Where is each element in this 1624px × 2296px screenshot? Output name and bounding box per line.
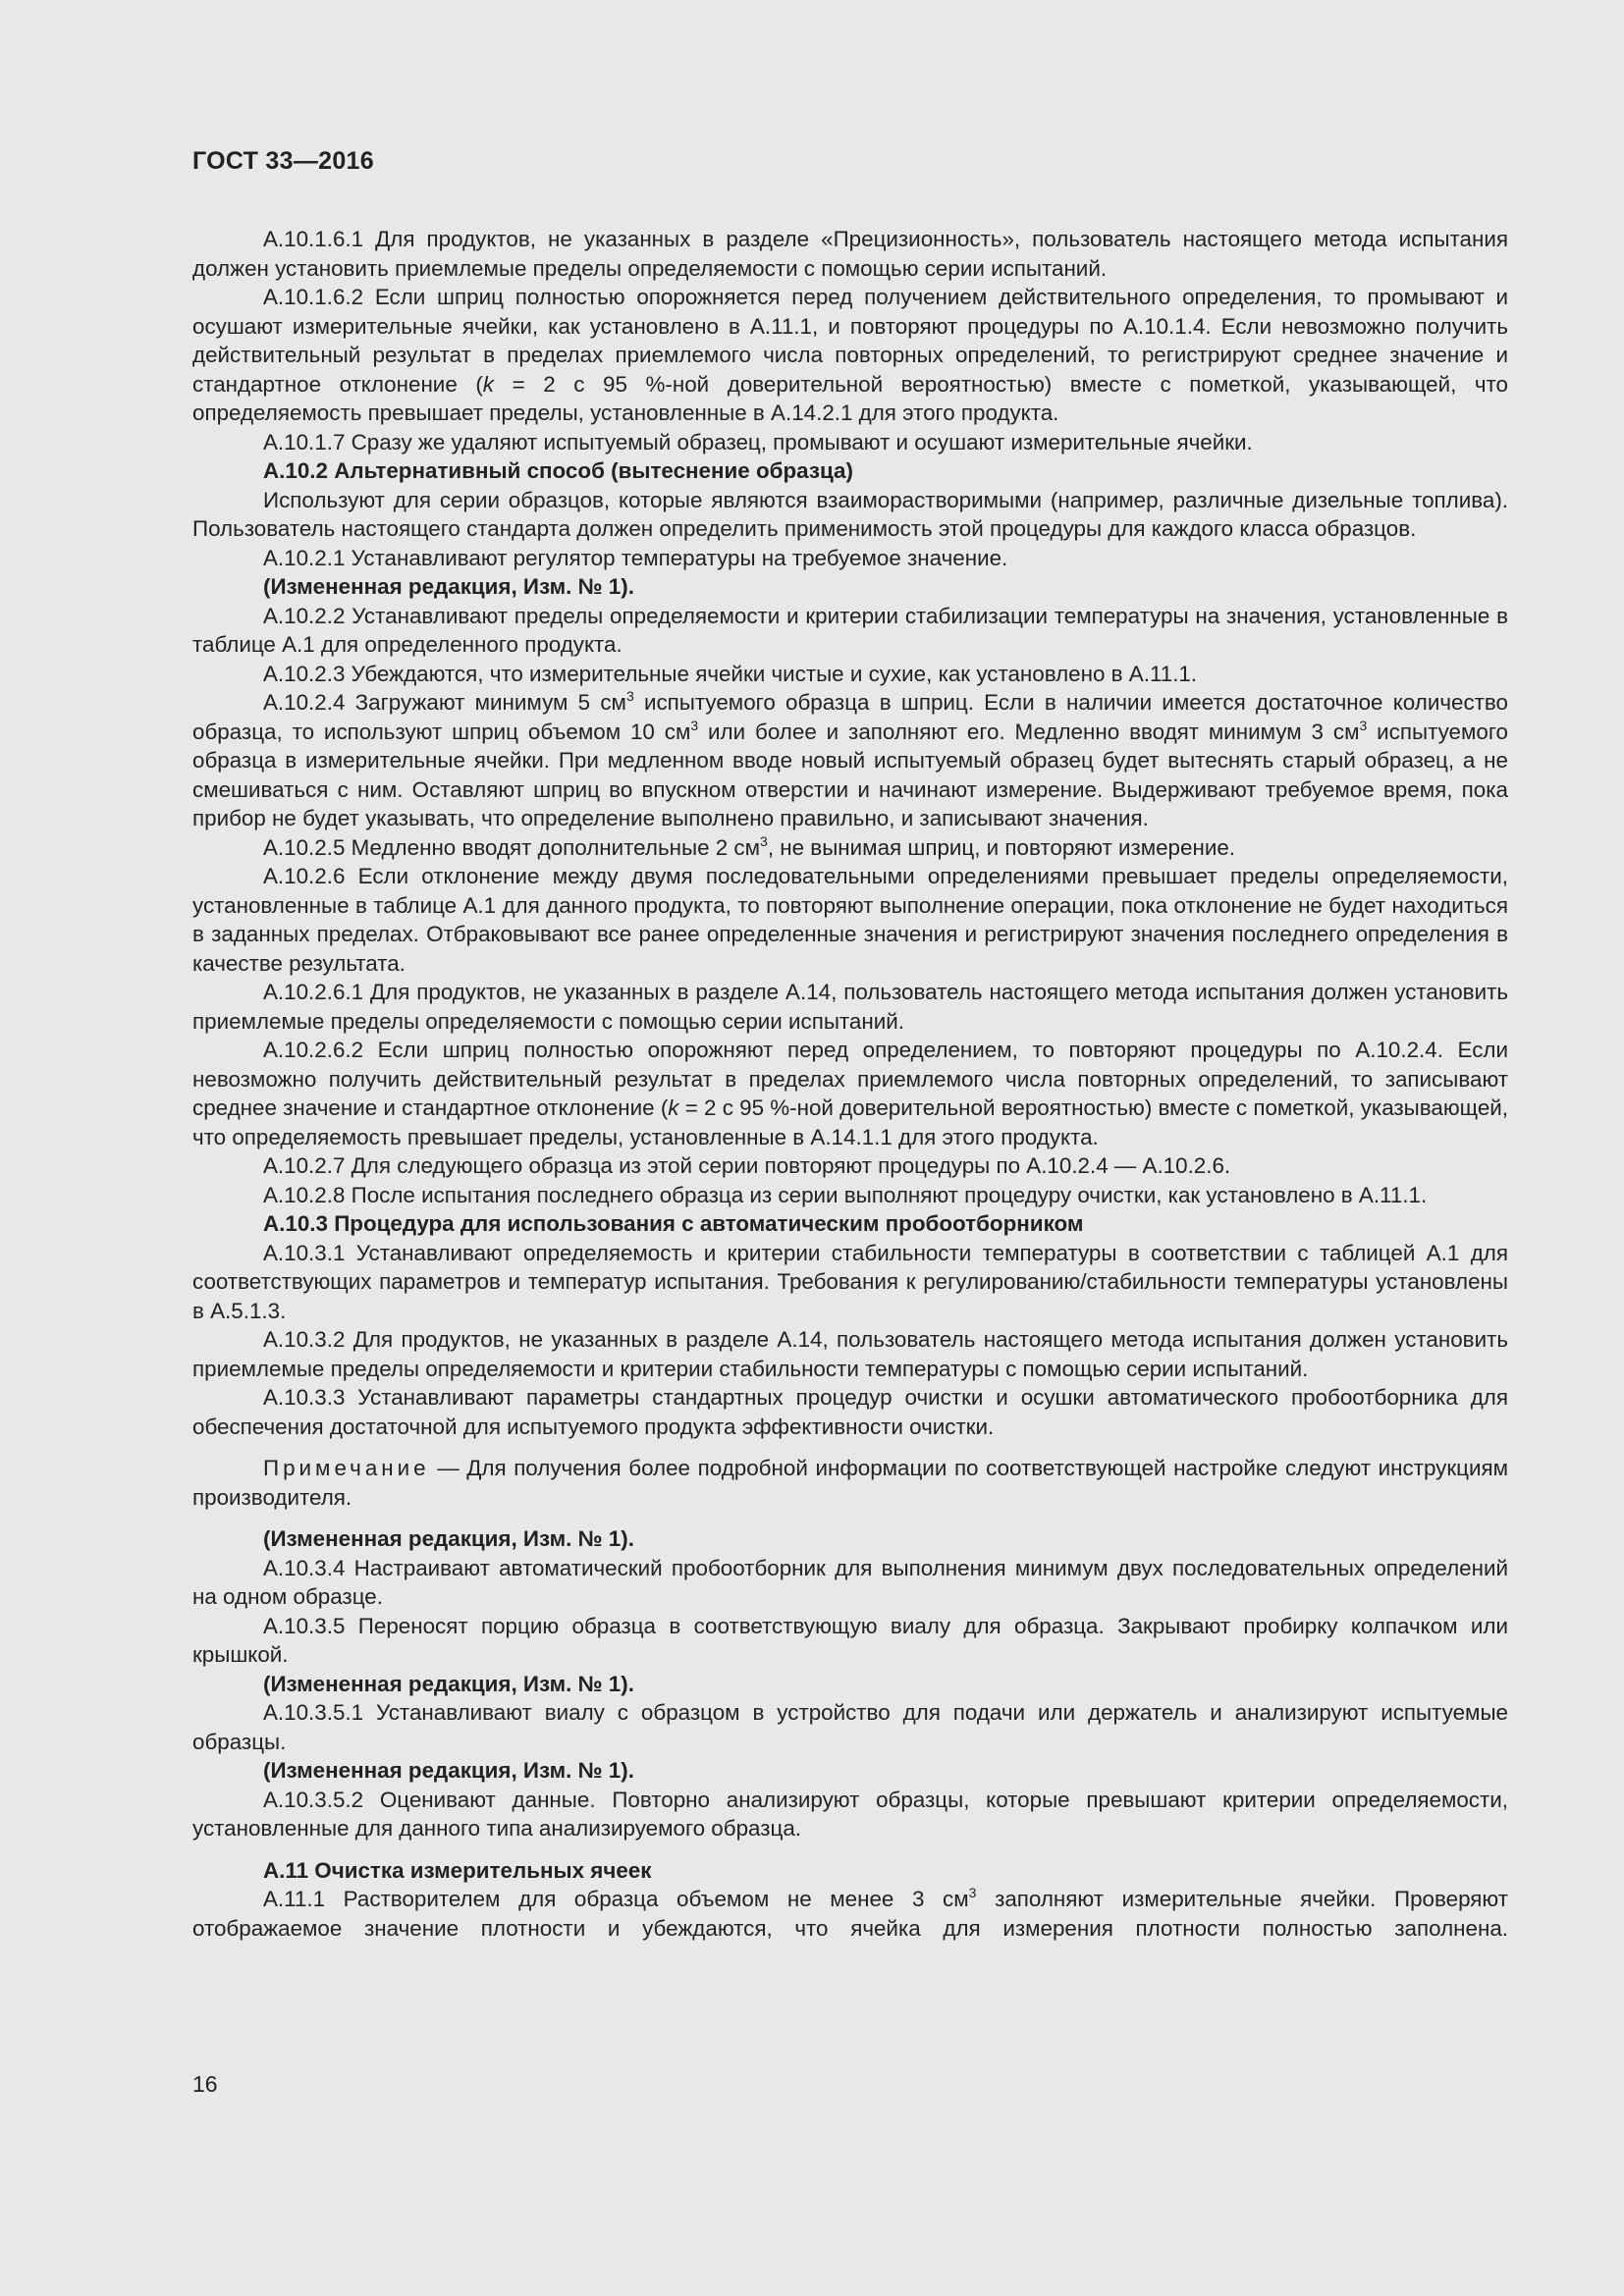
document-body: [192, 225, 1508, 1943]
body-paragraph: А.10.2.7 Для следующего образца из этой серии повторяют процедуры по А.10.2.4 — А.10.2.6.: [263, 1153, 1231, 1178]
body-paragraph: А.10.3.4 Настраивают автоматический пробоотборник для выполнения минимум двух последовательных определений на одном образце.: [192, 1555, 1508, 1609]
body-part-1: [192, 225, 1508, 1441]
body-paragraph: А.10.2.6.1 Для продуктов, не указанных в разделе А.14, пользователь настоящего метода испытания должен установить приемлемые пределы определяемости с помощью серии испытаний.: [192, 980, 1508, 1034]
note-text: — Для получения более подробной информации по соответствующей настройке следуют инструкциям производителя.: [192, 1456, 1508, 1510]
section-heading: А.10.2 Альтернативный способ (вытеснение образца): [263, 458, 853, 483]
body-part-2: [192, 1524, 1508, 1943]
body-paragraph: А.10.2.8 После испытания последнего образца из серии выполняют процедуру очистки, как установлено в А.11.1.: [263, 1182, 1428, 1207]
body-paragraph: А.10.1.6.2 Если шприц полностью опорожняется перед получением действительного определения, то промывают и осушают измерительные ячейки, как установлено в А.11.1, и повторяют процедуры по А.10.1.4. Если невозможно получить действительный результат в пределах приемлемого числа повторных определений, то регистрируют среднее значение и стандартное отклонение (k = 2 с 95 %-ной доверительной вероятностью) вместе с пометкой, указывающей, что определяемость превышает пределы, установленные в А.14.2.1 для этого продукта.: [192, 285, 1508, 425]
body-paragraph: А.10.2.3 Убеждаются, что измерительные ячейки чистые и сухие, как установлено в А.11.1.: [263, 661, 1198, 686]
body-paragraph: А.10.2.5 Медленно вводят дополнительные 2 $см^3$, не вынимая шприц, и повторяют измерение.: [263, 832, 1236, 860]
note-label: Примечание: [263, 1456, 430, 1480]
section-heading: А.10.3 Процедура для использования с автоматическим пробоотборником: [263, 1211, 1084, 1236]
body-paragraph: А.10.2.2 Устанавливают пределы определяемости и критерии стабилизации температуры на значения, установленные в таблице А.1 для определенного продукта.: [192, 603, 1508, 657]
section-heading: (Измененная редакция, Изм. № 1).: [263, 1758, 634, 1783]
body-paragraph: А.10.3.1 Устанавливают определяемость и критерии стабильности температуры в соответствии с таблицей А.1 для соответствующих параметров и температур испытания. Требования к регулированию/стабильности температуры установлены в А.5.1.3.: [192, 1240, 1508, 1323]
section-heading: (Измененная редакция, Изм. № 1).: [263, 1526, 634, 1551]
body-paragraph: А.10.2.6.2 Если шприц полностью опорожняют перед определением, то повторяют процедуры по А.10.2.4. Если невозможно получить действительный результат в пределах приемлемого числа повторных определений, то записывают среднее значение и стандартное отклонение (k = 2 с 95 %-ной доверительной вероятностью) вместе с пометкой, указывающей, что определяемость превышает пределы, установленные в А.14.1.1 для этого продукта.: [192, 1038, 1508, 1149]
body-paragraph: А.10.1.6.1 Для продуктов, не указанных в разделе «Прецизионность», пользователь настоящего метода испытания должен установить приемлемые пределы определяемости с помощью серии испытаний.: [192, 227, 1508, 281]
body-paragraph: А.10.2.4 Загружают минимум 5 $см^3$ испытуемого образца в шприц. Если в наличии имеется достаточное количество образца, то используют шприц объемом 10 $см^3$ или более и заполняют его. Медленно вводят минимум 3 $см^3$ испытуемого образца в измерительные ячейки. При медленном вводе новый испытуемый образец будет вытеснять старый образец, а не смешиваться с ним. Оставляют шприц во впускном отверстии и начинают измерение. Выдерживают требуемое время, пока прибор не будет указывать, что определение выполнено правильно, и записывают значения.: [192, 688, 1508, 830]
body-paragraph: А.10.1.7 Сразу же удаляют испытуемый образец, промывают и осушают измерительные ячейки.: [263, 429, 1253, 454]
body-paragraph: А.11.1 Растворителем для образца объемом не менее 3 $см^3$ заполняют измерительные ячейки. Проверяют отображаемое значение плотности и убеждаются, что ячейка для измерения плотности полностью заполнена.: [192, 1885, 1508, 1941]
section-heading: (Измененная редакция, Изм. № 1).: [263, 1671, 634, 1696]
body-paragraph: А.10.3.3 Устанавливают параметры стандартных процедур очистки и осушки автоматического пробоотборника для обеспечения достаточной для испытуемого продукта эффективности очистки.: [192, 1385, 1508, 1439]
body-paragraph: А.10.3.5.1 Устанавливают виалу с образцом в устройство для подачи или держатель и анализируют испытуемые образцы.: [192, 1700, 1508, 1754]
body-paragraph: А.10.2.1 Устанавливают регулятор температуры на требуемое значение.: [263, 545, 1008, 570]
section-heading: А.11 Очистка измерительных ячеек: [263, 1857, 652, 1883]
note-paragraph: [192, 1454, 1508, 1512]
body-paragraph: А.10.3.5 Переносят порцию образца в соответствующую виалу для образца. Закрывают пробирку колпачком или крышкой.: [192, 1613, 1508, 1667]
body-paragraph: А.10.2.6 Если отклонение между двумя последовательными определениями превышает пределы определяемости, установленные в таблице А.1 для данного продукта, то повторяют выполнение операции, пока отклонение не будет находиться в заданных пределах. Отбраковывают все ранее определенные значения и регистрируют значения последнего определения в качестве результата.: [192, 864, 1508, 976]
body-paragraph: А.10.3.5.2 Оценивают данные. Повторно анализируют образцы, которые превышают критерии определяемости, установленные для данного типа анализируемого образца.: [192, 1787, 1508, 1841]
page-number: 16: [192, 2071, 218, 2097]
body-paragraph: А.10.3.2 Для продуктов, не указанных в разделе А.14, пользователь настоящего метода испытания должен установить приемлемые пределы определяемости и критерии стабильности температуры с помощью серии испытаний.: [192, 1327, 1508, 1381]
document-header: ГОСТ 33—2016: [192, 147, 374, 175]
section-heading: (Измененная редакция, Изм. № 1).: [263, 574, 634, 599]
body-paragraph: Используют для серии образцов, которые являются взаиморастворимыми (например, различные дизельные топлива). Пользователь настоящего стандарта должен определить применимость этой процедуры для каждого класса образцов.: [192, 487, 1508, 541]
